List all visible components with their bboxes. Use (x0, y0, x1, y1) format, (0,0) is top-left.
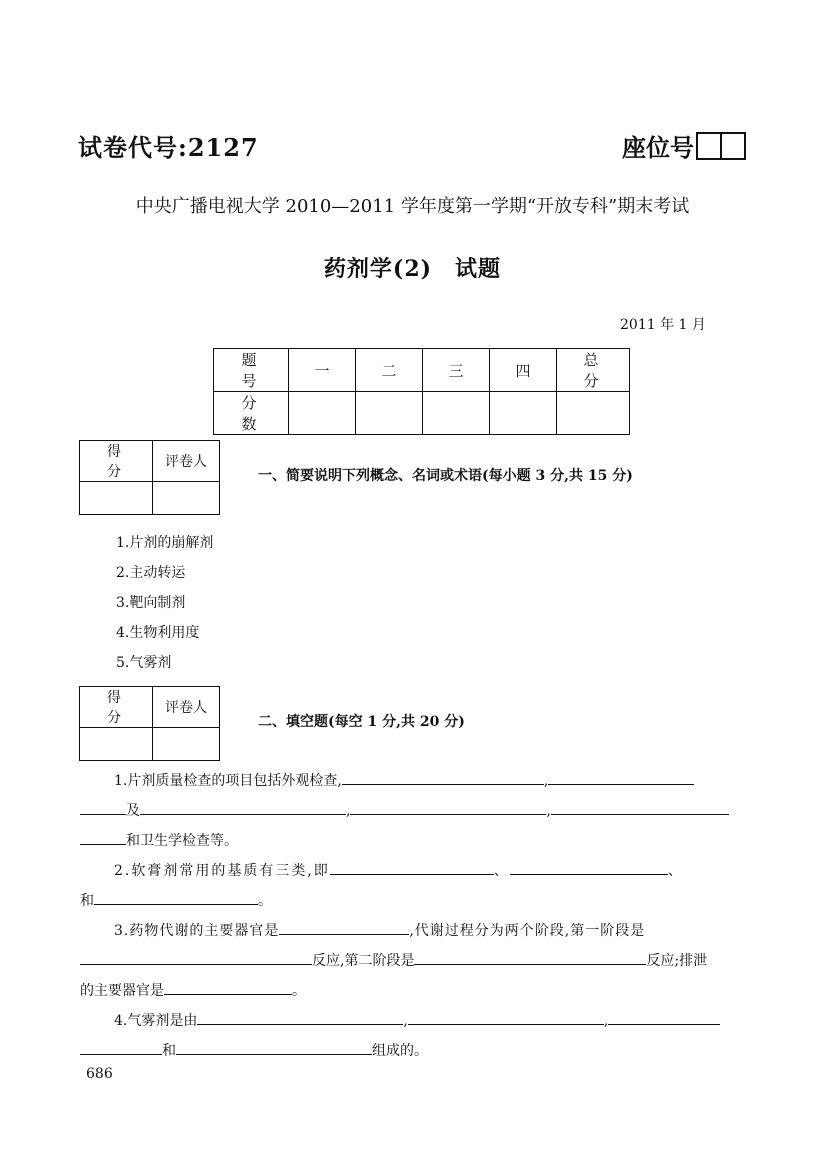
answer-blank[interactable] (94, 890, 258, 905)
answer-blank[interactable] (350, 800, 546, 815)
answer-blank[interactable] (408, 1010, 604, 1025)
grader-label: 评卷人 (153, 687, 220, 728)
exam-title: 药剂学(2) 试题 (323, 256, 502, 282)
answer-blank[interactable] (80, 830, 126, 845)
list-item: 4.生物利用度 (116, 625, 200, 641)
seat-label: 座位号 (622, 133, 694, 162)
answer-blank[interactable] (176, 1040, 372, 1055)
question-3-line-1: 3.药物代谢的主要器官是 ,代谢过程分为两个阶段,第一阶段是 (114, 919, 645, 943)
question-1-line-2: 及 , , (80, 799, 729, 823)
score-header-cell: 总 分 (557, 349, 630, 392)
answer-blank[interactable] (164, 980, 292, 995)
question-1-line-1: 1.片剂质量检查的项目包括外观检查, , (114, 769, 694, 793)
score-header-cell: 四 (490, 349, 557, 392)
grader-box (79, 440, 220, 515)
score-cell[interactable] (490, 392, 557, 435)
question-2-line-2: 和 。 (80, 889, 272, 913)
answer-blank[interactable] (279, 920, 409, 935)
answer-blank[interactable] (342, 770, 544, 785)
score-header-cell: 一 (289, 349, 356, 392)
grader-name-cell[interactable] (153, 728, 220, 761)
university-line: 中央广播电视大学 2010—2011 学年度第一学期“开放专科”期末考试 (135, 196, 690, 217)
grader-score-label: 得 分 (80, 687, 153, 728)
score-table (213, 348, 638, 435)
answer-blank[interactable] (414, 950, 646, 965)
question-4-line-1: 4.气雾剂是由 , , (114, 1009, 720, 1033)
list-item: 2.主动转运 (116, 565, 186, 581)
seat-number (622, 128, 746, 163)
page-number: 686 (86, 1066, 113, 1082)
score-cell[interactable] (356, 392, 423, 435)
score-cell[interactable] (289, 392, 356, 435)
answer-blank[interactable] (80, 950, 312, 965)
grader-box (79, 686, 220, 761)
answer-blank[interactable] (608, 1010, 720, 1025)
list-item: 5.气雾剂 (116, 655, 172, 671)
grader-label: 评卷人 (153, 441, 220, 482)
score-cell[interactable] (423, 392, 490, 435)
score-row-label: 分 数 (214, 392, 289, 435)
list-item: 3.靶向制剂 (116, 595, 186, 611)
section2-heading: 二、填空题(每空 1 分,共 20 分) (258, 714, 465, 730)
question-1-line-3: 和卫生学检查等。 (80, 829, 238, 853)
section1-heading: 一、简要说明下列概念、名词或术语(每小题 3 分,共 15 分) (258, 468, 633, 484)
answer-blank[interactable] (510, 860, 668, 875)
answer-blank[interactable] (80, 1040, 162, 1055)
grader-score-cell[interactable] (80, 728, 153, 761)
answer-blank[interactable] (551, 800, 729, 815)
exam-date: 2011 年 1 月 (620, 317, 706, 333)
grader-name-cell[interactable] (153, 482, 220, 515)
seat-number-boxes[interactable] (696, 132, 746, 160)
answer-blank[interactable] (140, 800, 346, 815)
grader-score-label: 得 分 (80, 441, 153, 482)
exam-code: 试卷代号:2127 (78, 133, 259, 162)
score-cell[interactable] (557, 392, 630, 435)
list-item: 1.片剂的崩解剂 (116, 535, 214, 551)
answer-blank[interactable] (80, 800, 126, 815)
question-4-line-2: 和 组成的。 (80, 1039, 428, 1063)
score-header-cell: 题 号 (214, 349, 289, 392)
question-3-line-3: 的主要器官是 。 (80, 979, 306, 1003)
question-2-line-1: 2.软膏剂常用的基质有三类,即 、 、 (114, 859, 684, 883)
question-3-line-2: 反应,第二阶段是 反应;排泄 (80, 949, 707, 973)
grader-score-cell[interactable] (80, 482, 153, 515)
answer-blank[interactable] (548, 770, 694, 785)
answer-blank[interactable] (197, 1010, 403, 1025)
score-header-cell: 三 (423, 349, 490, 392)
score-header-cell: 二 (356, 349, 423, 392)
answer-blank[interactable] (330, 860, 494, 875)
